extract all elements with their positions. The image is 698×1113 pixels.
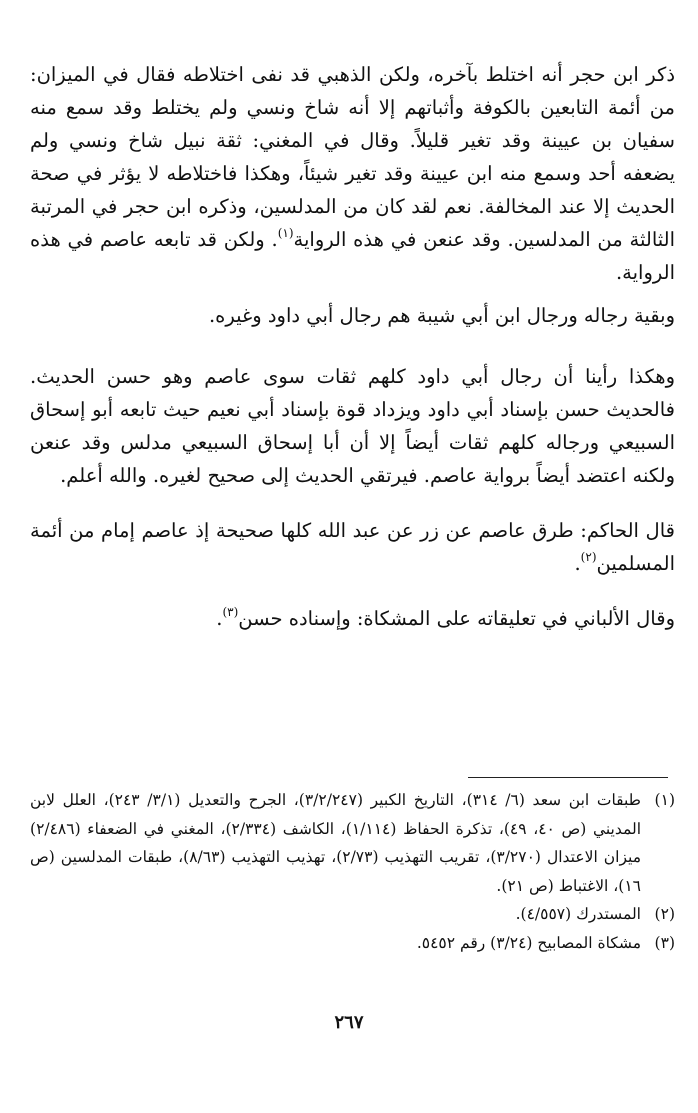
paragraph-1-tail: . ولكن قد تابعه عاصم في هذه الرواية. [30,228,675,284]
footnote-number: (٣) [654,933,675,952]
footnote-ref-1: (١) [277,225,294,240]
paragraph-3: وهكذا رأينا أن رجال أبي داود كلهم ثقات سوى عاصم وهو حسن الحديث. فالحديث حسن بإسناد أبي داود ويزداد قوة بإسناد أبي نعيم حيث تابعه أبو إسحاق السبيعي ورجاله كلهم ثقات أيضاً إلا أن أبا إسحاق السبيعي مدلس وقد عنعن ولكنه اعتضد أيضاً برواية عاصم. فيرتقي الحديث إلى صحيح لغيره. والله أعلم. [30,365,675,487]
paragraph-4-tail: . [574,552,581,575]
paragraph-4-text: قال الحاكم: طرق عاصم عن زر عن عبد الله كلها صحيحة إذ عاصم إمام من أئمة المسلمين [30,519,675,575]
page-number: ٢٦٧ [334,1012,364,1033]
main-text [30,58,675,635]
paragraph-5-tail: . [216,607,223,630]
footnote-1 [30,786,675,900]
paragraph-5-text: وقال الألباني في تعليقاته على المشكاة: وإسناده حسن [238,607,675,630]
footnote-3 [30,929,675,958]
footnote-divider [468,777,668,778]
paragraph-5 [30,602,675,635]
footnote-ref-2: (٢) [580,549,597,564]
footnote-text: المستدرك (٤/٥٥٧). [515,905,641,923]
footnote-ref-3: (٣) [222,604,239,619]
footnote-text: مشكاة المصابيح (٣/٢٤) رقم ٥٤٥٢. [416,933,641,952]
paragraph-1-text: ذكر ابن حجر أنه اختلط بآخره، ولكن الذهبي قد نفى اختلاطه فقال في الميزان: من أئمة التابعين بالكوفة وأثباتهم إلا أنه شاخ ونسي ولم يختلط وقد سمع منه سفيان بن عيينة وقد تغير قليلاً. وقال في المغني: ثقة نبيل شاخ ونسي ولم يضعفه أحد وسمع منه ابن عيينة وقد تغير شيئاً، وهكذا فاختلاطه لا يؤثر في صحة الحديث إلا عند المخالفة. نعم لقد كان من المدلسين، وذكره ابن حجر في المرتبة الثالثة من المدلسين. وقد عنعن في هذه الرواية [30,63,676,251]
paragraph-1 [30,58,675,289]
footnotes [30,786,675,957]
footnote-number: (١) [654,791,675,809]
paragraph-2: وبقية رجاله ورجال ابن أبي شيبة هم رجال أبي داود وغيره. [208,304,675,327]
paragraph-4 [30,514,675,580]
footnote-2 [30,900,675,929]
footnote-text: طبقات ابن سعد (٦/ ٣١٤)، التاريخ الكبير (٣/٢/٢٤٧)، الجرح والتعديل (٣/١/ ٢٤٣)، العلل لابن المديني (ص ٤٠، ٤٩)، تذكرة الحفاظ (١/١١٤)، الكاشف (٢/٣٣٤)، المغني في الضعفاء (٢/٤٨٦) ميزان الاعتدال (٣/٢٧٠)، تقريب التهذيب (٢/٧٣)، تهذيب التهذيب (٨/٦٣)، طبقات المدلسين (ص ١٦)، الاغتباط (ص ٢١). [30,791,642,895]
footnote-number: (٢) [654,905,675,923]
